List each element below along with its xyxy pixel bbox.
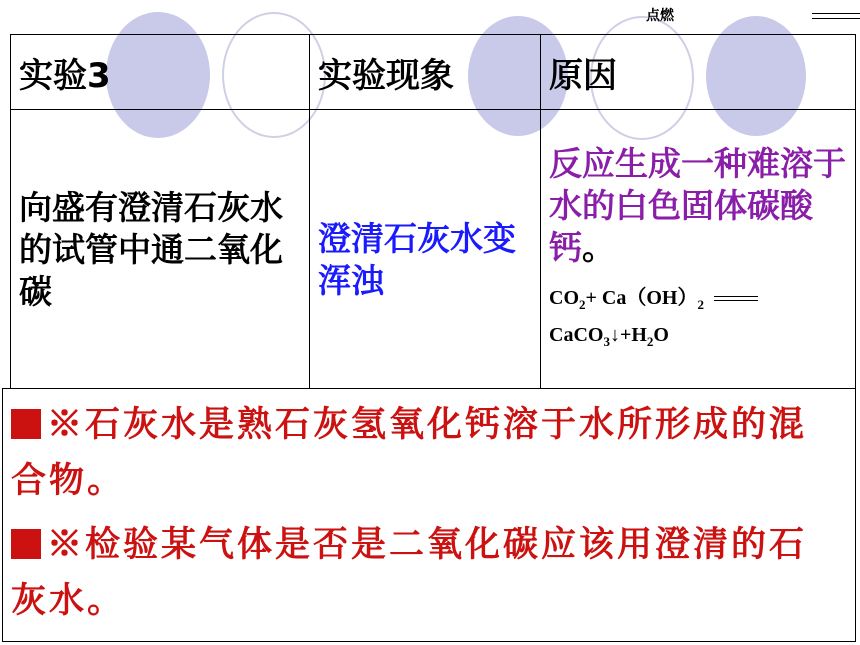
eq-subscript: 2 [646, 333, 654, 349]
header-phenomenon: 实验现象 [310, 35, 541, 110]
note-item [11, 397, 841, 509]
experiment-phenomenon: 澄清石灰水变浑浊 [310, 110, 541, 390]
square-bullet-icon [11, 409, 41, 439]
header-experiment: 实验3 [11, 35, 310, 110]
eq-subscript: 2 [697, 296, 704, 312]
divider [812, 18, 860, 19]
ignite-condition-label: 点燃 [646, 8, 674, 24]
table-row [11, 110, 856, 390]
notes-box [2, 388, 856, 642]
experiment-description: 向盛有澄清石灰水的试管中通二氧化碳 [11, 110, 310, 390]
reason-main: 反应生成一种难溶于水的白色固体碳酸钙 [549, 143, 846, 267]
reason-period: 。 [582, 227, 615, 267]
divider [812, 13, 860, 14]
eq-subscript: 2 [579, 296, 586, 312]
equation-equals-bar [714, 296, 758, 301]
eq-term: ↓+H [609, 323, 647, 346]
experiment-table [10, 34, 856, 390]
table-header-row [11, 35, 856, 110]
note-text: ※检验某气体是否是二氧化碳应该用澄清的石灰水。 [11, 524, 808, 621]
note-text: ※石灰水是熟石灰氢氧化钙溶于水所形成的混合物。 [11, 404, 808, 501]
eq-subscript: 3 [603, 333, 610, 349]
note-item [11, 517, 841, 629]
eq-term: CaCO [549, 323, 604, 346]
reason-text [549, 143, 847, 269]
experiment-reason-cell [541, 110, 856, 390]
square-bullet-icon [11, 529, 41, 559]
eq-term: O [653, 323, 669, 346]
eq-term: + Ca（OH） [585, 286, 698, 309]
header-reason: 原因 [541, 35, 856, 110]
chemical-equation [549, 283, 847, 357]
eq-term: CO [549, 286, 579, 309]
equation-line-1 [549, 283, 847, 320]
equation-line-2 [549, 320, 847, 357]
